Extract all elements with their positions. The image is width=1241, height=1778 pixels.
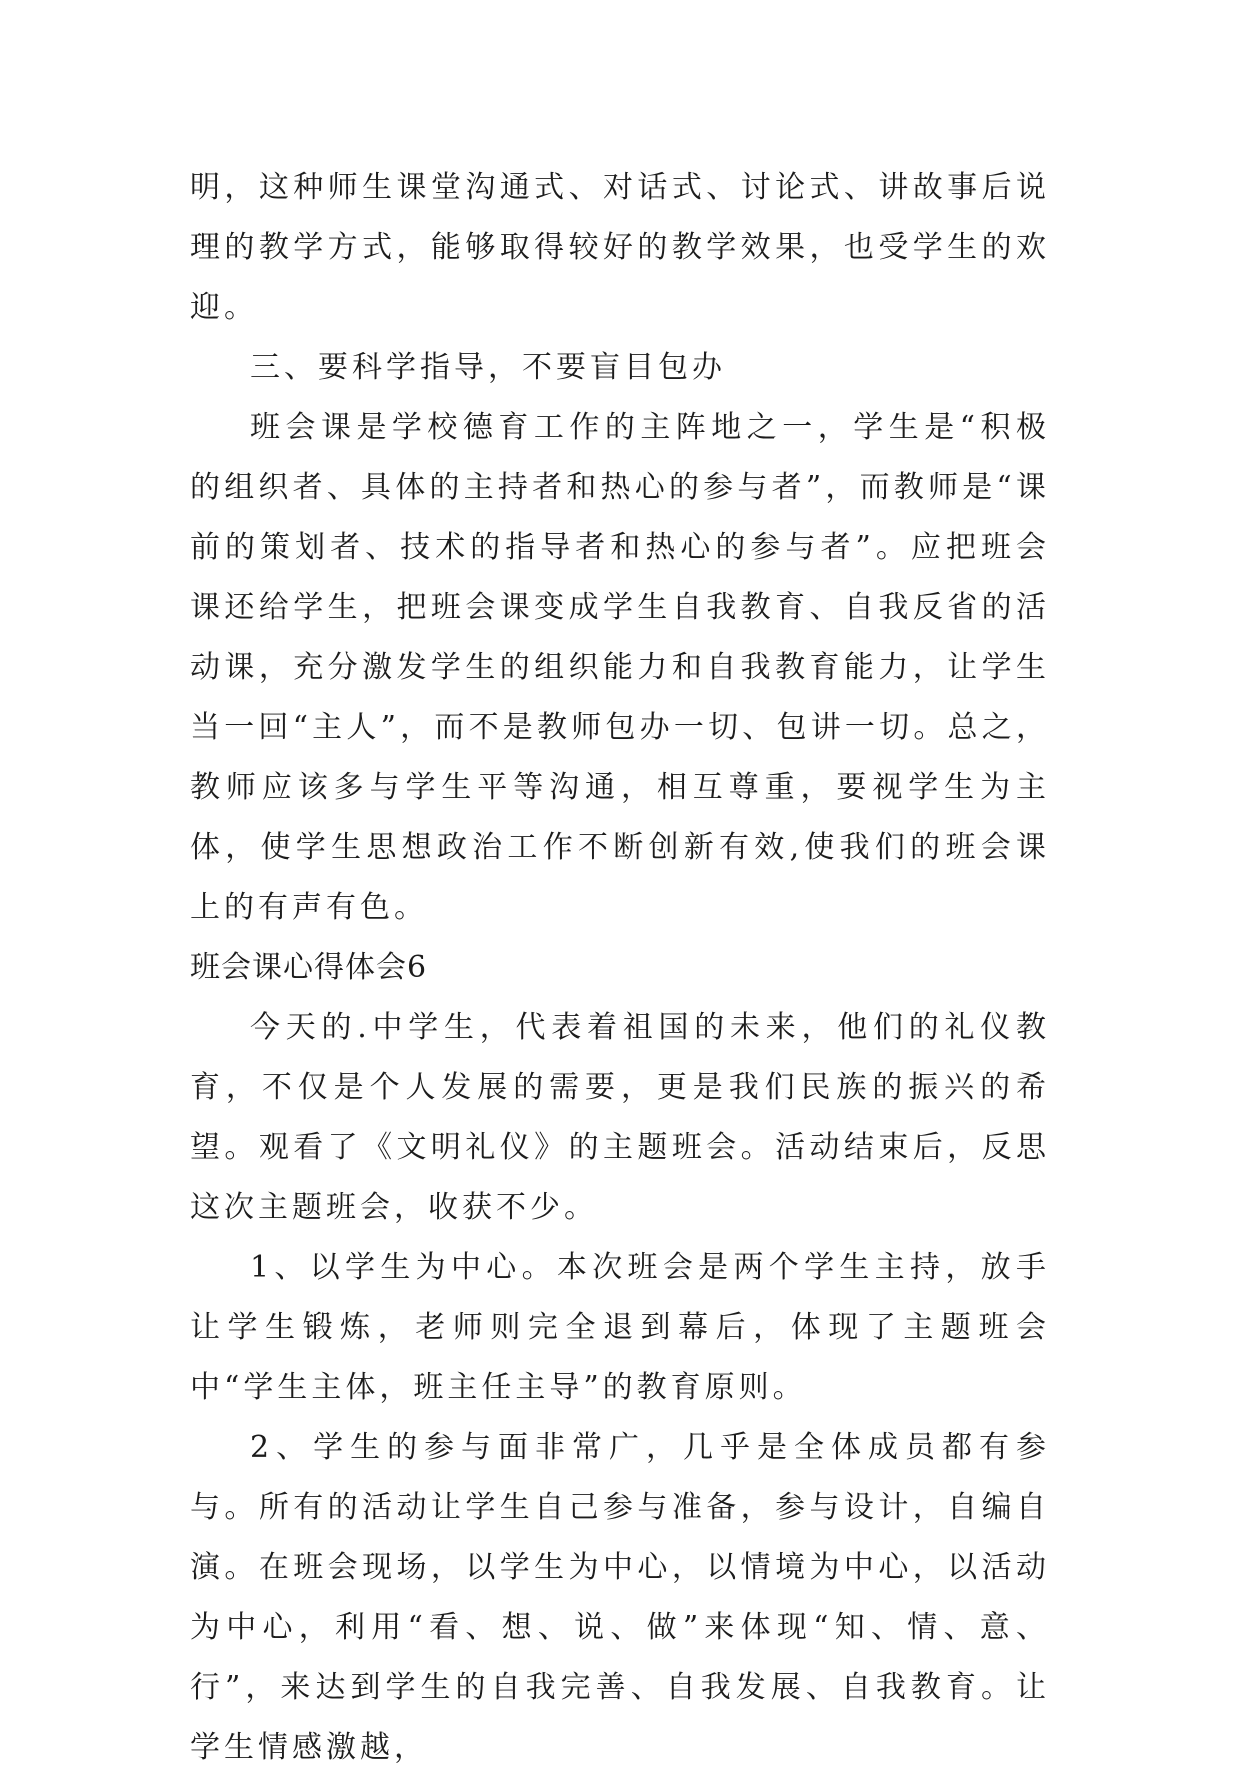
- section-heading-three: 三、要科学指导，不要盲目包办: [250, 350, 726, 385]
- paragraph-class-meeting: 班会课是学校德育工作的主阵地之一，学生是“积极的组织者、具体的主持者和热心的参与者”，而教师是“课前的策划者、技术的指导者和热心的参与者”。应把班会课还给学生，把班会课变成学生自我教育、自我反省的活动课，充分激发学生的组织能力和自我教育能力，让学生当一回“主人”，而不是教师包办一切、包讲一切。总之，教师应该多与学生平等沟通，相互尊重，要视学生为主体，使学生思想政治工作不断创新有效,使我们的班会课上的有声有色。: [190, 410, 1050, 925]
- paragraph-etiquette: 今天的.中学生，代表着祖国的未来，他们的礼仪教育，不仅是个人发展的需要，更是我们民族的振兴的希望。观看了《文明礼仪》的主题班会。活动结束后，反思这次主题班会，收获不少。: [190, 1010, 1050, 1225]
- essay-title-6: 班会课心得体会6: [190, 950, 428, 985]
- paragraph-point-1: 1、以学生为中心。本次班会是两个学生主持，放手让学生锻炼，老师则完全退到幕后，体现了主题班会中“学生主体，班主任主导”的教育原则。: [190, 1250, 1050, 1405]
- paragraph-point-2: 2、学生的参与面非常广，几乎是全体成员都有参与。所有的活动让学生自己参与准备，参与设计，自编自演。在班会现场，以学生为中心，以情境为中心，以活动为中心，利用“看、想、说、做”来体现“知、情、意、行”，来达到学生的自我完善、自我发展、自我教育。让学生情感激越，: [190, 1430, 1050, 1765]
- paragraph-continuation: 明，这种师生课堂沟通式、对话式、讨论式、讲故事后说理的教学方式，能够取得较好的教学效果，也受学生的欢迎。: [190, 170, 1050, 325]
- document-body: [190, 158, 1050, 1778]
